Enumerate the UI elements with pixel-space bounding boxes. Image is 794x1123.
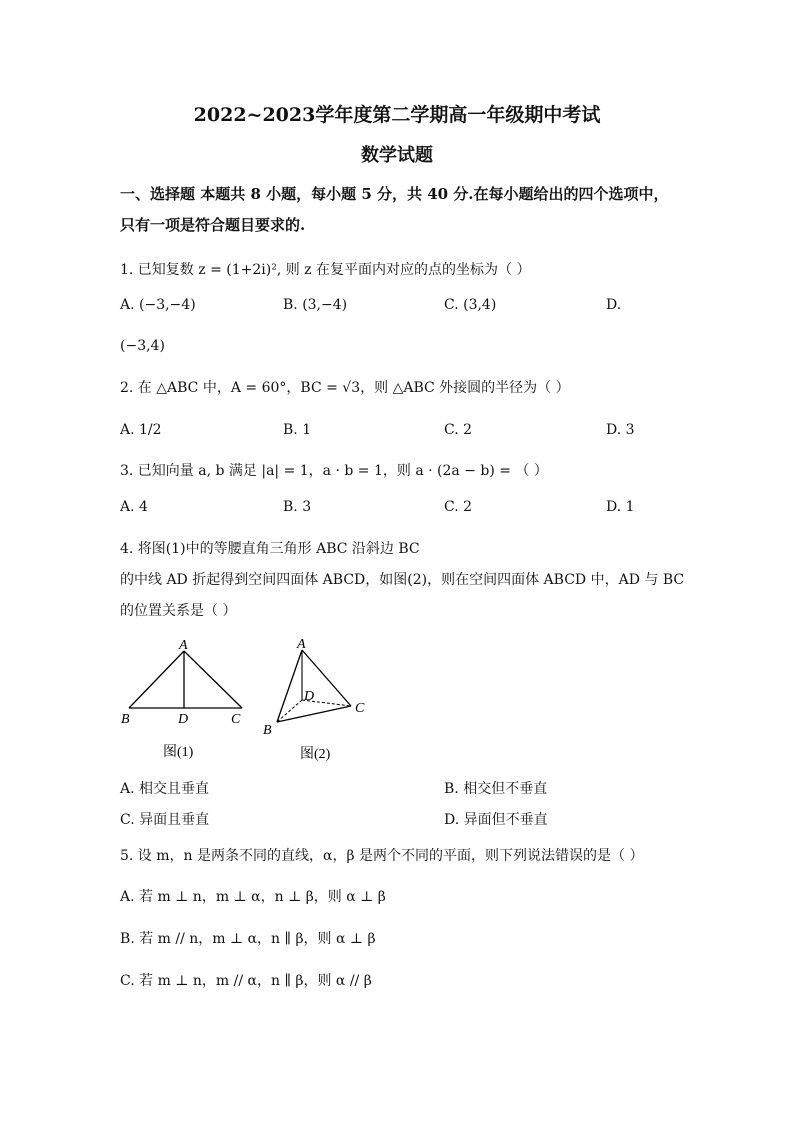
- fig2-edge-bc: [277, 706, 351, 722]
- fig1-label-c: C: [231, 712, 241, 727]
- q4-stem-line3: 的位置关系是（ ）: [120, 603, 237, 619]
- q3-stem: 3. 已知向量 a, b 满足 |a| = 1，a · b = 1，则 a · (2a − b) = （ ）: [120, 463, 548, 479]
- q4-option-c: C. 异面且垂直: [120, 812, 210, 828]
- fig1-label-d: D: [178, 712, 189, 727]
- q4-stem-line2: 的中线 AD 折起得到空间四面体 ABCD，如图(2)，则在空间四面体 ABCD 中，AD 与 BC: [120, 572, 685, 588]
- q3-option-a: A. 4: [120, 499, 148, 515]
- exam-subtitle: 数学试题: [361, 145, 433, 166]
- q1-option-b: B. (3,−4): [283, 297, 348, 313]
- section-heading-line2: 只有一项是符合题目要求的.: [120, 216, 306, 234]
- q5-stem: 5. 设 m，n 是两条不同的直线，α，β 是两个不同的平面，则下列说法错误的是（ ）: [120, 848, 644, 864]
- q2-stem: 2. 在 △ABC 中，A = 60°，BC = √3，则 △ABC 外接圆的半径为（ ）: [120, 380, 570, 396]
- q2-option-b: B. 1: [283, 422, 312, 438]
- figure-1-isosceles-triangle: [115, 635, 255, 770]
- q3-option-c: C. 2: [444, 499, 473, 515]
- q2-option-c: C. 2: [444, 422, 473, 438]
- q5-option-a: A. 若 m ⊥ n，m ⊥ α，n ⊥ β，则 α ⊥ β: [120, 889, 386, 905]
- fig2-label-b: B: [263, 723, 272, 738]
- fig1-edge-ac: [184, 651, 242, 708]
- q2-option-a: A. 1/2: [120, 422, 162, 438]
- figure-2-tetrahedron: [255, 630, 385, 765]
- q5-option-c: C. 若 m ⊥ n，m // α，n ∥ β，则 α // β: [120, 973, 372, 989]
- q5-option-b: B. 若 m // n，m ⊥ α，n ∥ β，则 α ⊥ β: [120, 931, 376, 947]
- q4-option-a: A. 相交且垂直: [120, 781, 210, 797]
- fig1-label-a: A: [179, 638, 188, 653]
- fig2-label-d: D: [304, 689, 315, 704]
- fig1-edge-ab: [129, 651, 184, 708]
- q4-option-b: B. 相交但不垂直: [444, 781, 548, 797]
- q2-option-d: D. 3: [606, 422, 635, 438]
- fig2-caption: 图(2): [300, 747, 331, 762]
- q3-option-b: B. 3: [283, 499, 312, 515]
- q1-option-a: A. (−3,−4): [120, 297, 196, 313]
- section-heading-line1: 一、选择题 本题共 8 小题，每小题 5 分，共 40 分.在每小题给出的四个选项中，: [120, 185, 669, 203]
- q3-option-d: D. 1: [606, 499, 635, 515]
- fig2-label-a: A: [297, 637, 306, 652]
- fig2-label-c: C: [355, 701, 365, 716]
- q4-option-d: D. 异面但不垂直: [444, 812, 548, 828]
- exam-title: 2022~2023学年度第二学期高一年级期中考试: [193, 104, 601, 126]
- q1-option-d: D.: [606, 297, 622, 313]
- fig1-label-b: B: [121, 712, 130, 727]
- q1-option-c: C. (3,4): [444, 297, 497, 313]
- fig1-caption: 图(1): [163, 745, 194, 760]
- q1-stem: 1. 已知复数 z = (1+2i)², 则 z 在复平面内对应的点的坐标为（ ）: [120, 262, 531, 278]
- q1-option-d-value: (−3,4): [120, 338, 165, 354]
- q4-stem-line1: 4. 将图(1)中的等腰直角三角形 ABC 沿斜边 BC: [120, 541, 420, 557]
